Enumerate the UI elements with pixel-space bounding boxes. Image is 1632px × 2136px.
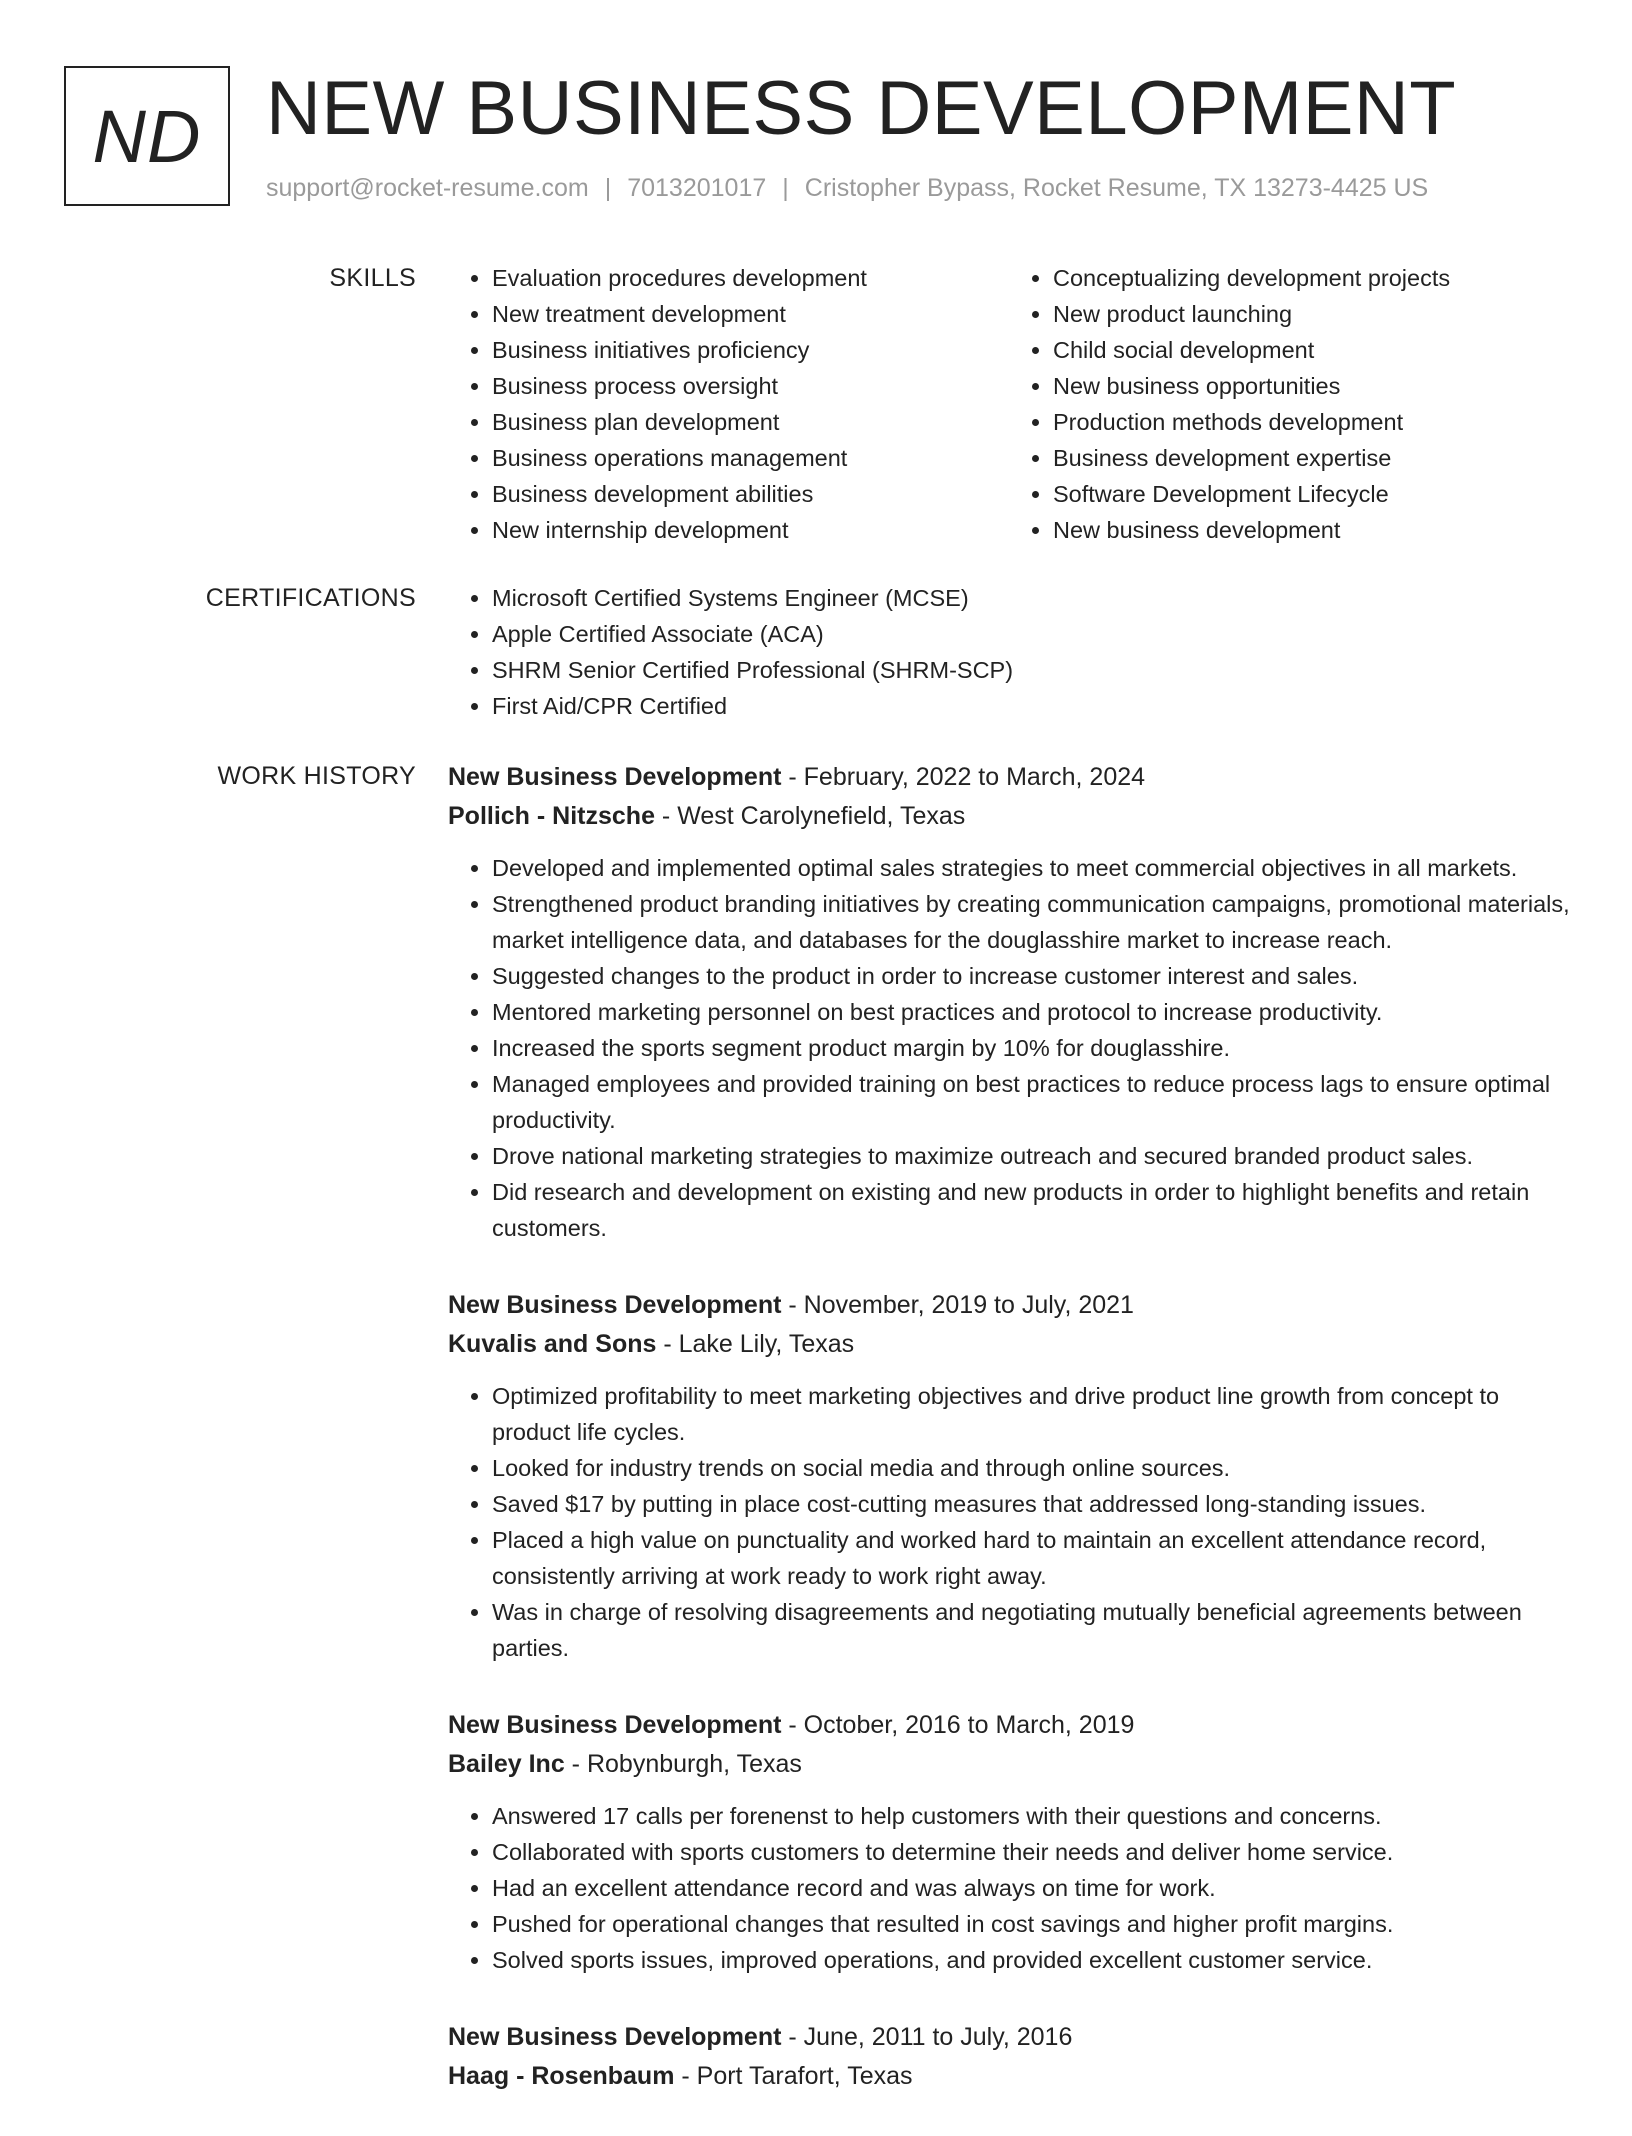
job-title-line [448, 2018, 1570, 2057]
skill-item: • New treatment development [492, 296, 1009, 332]
job-bullet: • Placed a high value on punctuality and worked hard to maintain an excellent attendance record, consistently arriving at work ready to work right away. [492, 1522, 1570, 1594]
job-location: - West Carolynefield, Texas [654, 802, 966, 830]
job-bullet: • Developed and implemented optimal sales strategies to meet commercial objectives in all markets. [492, 850, 1570, 886]
skill-item: • Business operations management [492, 440, 1009, 476]
job-bullet: • Collaborated with sports customers to determine their needs and deliver home service. [492, 1834, 1570, 1870]
job-bullet: • Answered 17 calls per forenenst to help customers with their questions and concerns. [492, 1798, 1570, 1834]
job-title-line [448, 1706, 1570, 1745]
job-bullet: • Looked for industry trends on social media and through online sources. [492, 1450, 1570, 1486]
skill-item: • New business opportunities [1053, 368, 1570, 404]
job-title-line [448, 1286, 1570, 1325]
job-title: New Business Development [448, 2023, 782, 2051]
job-entry [448, 1706, 1570, 1978]
certification-item: • SHRM Senior Certified Professional (SHRM-SCP) [492, 652, 1570, 688]
job-bullet: • Suggested changes to the product in order to increase customer interest and sales. [492, 958, 1570, 994]
job-entry [448, 758, 1570, 1246]
job-bullet: • Was in charge of resolving disagreements and negotiating mutually beneficial agreements between parties. [492, 1594, 1570, 1666]
job-company: Pollich - Nitzsche [448, 802, 655, 830]
skill-item: • Conceptualizing development projects [1053, 260, 1570, 296]
skill-item: • Child social development [1053, 332, 1570, 368]
job-bullets [448, 1798, 1570, 1978]
contact-separator: | [782, 174, 789, 202]
certification-item: • Apple Certified Associate (ACA) [492, 616, 1570, 652]
skill-item: • New internship development [492, 512, 1009, 548]
job-bullet: • Did research and development on existing and new products in order to highlight benefits and retain customers. [492, 1174, 1570, 1246]
skill-item: • Business development abilities [492, 476, 1009, 512]
job-bullet: • Pushed for operational changes that resulted in cost savings and higher profit margins. [492, 1906, 1570, 1942]
job-company: Kuvalis and Sons [448, 1330, 657, 1358]
job-location: - Port Tarafort, Texas [674, 2062, 913, 2090]
job-company-line [448, 1745, 1570, 1784]
job-bullets [448, 1378, 1570, 1666]
certification-item: • First Aid/CPR Certified [492, 688, 1570, 724]
skill-item: • Evaluation procedures development [492, 260, 1009, 296]
job-bullet: • Solved sports issues, improved operations, and provided excellent customer service. [492, 1942, 1570, 1978]
skill-item: • Business plan development [492, 404, 1009, 440]
skill-item: • Business development expertise [1053, 440, 1570, 476]
contact-line [266, 174, 1428, 203]
job-company: Bailey Inc [448, 1750, 565, 1778]
job-title: New Business Development [448, 1711, 782, 1739]
resume-header [64, 64, 1568, 214]
section-label-certifications: CERTIFICATIONS [205, 584, 416, 612]
job-entry [448, 2018, 1570, 2096]
skills-list-left [448, 260, 1009, 548]
job-location: - Robynburgh, Texas [564, 1750, 802, 1778]
job-entry [448, 1286, 1570, 1666]
monogram-logo: ND [64, 66, 230, 206]
skills-columns [448, 260, 1570, 548]
job-dates: - November, 2019 to July, 2021 [781, 1291, 1134, 1319]
job-bullet: • Had an excellent attendance record and was always on time for work. [492, 1870, 1570, 1906]
job-dates: - February, 2022 to March, 2024 [781, 763, 1146, 791]
job-dates: - October, 2016 to March, 2019 [781, 1711, 1135, 1739]
skill-item: • Production methods development [1053, 404, 1570, 440]
job-title: New Business Development [448, 1291, 782, 1319]
job-company-line [448, 797, 1570, 836]
job-location: - Lake Lily, Texas [656, 1330, 855, 1358]
job-bullets [448, 850, 1570, 1246]
job-title: New Business Development [448, 763, 782, 791]
section-label-work-history: WORK HISTORY [217, 762, 416, 790]
job-title-line [448, 758, 1570, 797]
job-company-line [448, 2057, 1570, 2096]
contact-phone[interactable]: 7013201017 [627, 174, 767, 202]
skill-item: • New business development [1053, 512, 1570, 548]
job-company: Haag - Rosenbaum [448, 2062, 675, 2090]
skill-item: • Business initiatives proficiency [492, 332, 1009, 368]
contact-email[interactable]: support@rocket-resume.com [266, 174, 589, 202]
job-company-line [448, 1325, 1570, 1364]
job-bullet: • Increased the sports segment product margin by 10% for douglasshire. [492, 1030, 1570, 1066]
certifications-list [448, 580, 1570, 724]
job-dates: - June, 2011 to July, 2016 [781, 2023, 1073, 2051]
job-bullet: • Mentored marketing personnel on best practices and protocol to increase productivity. [492, 994, 1570, 1030]
work-history-body [448, 758, 1570, 2136]
job-bullet: • Strengthened product branding initiatives by creating communication campaigns, promotional materials, market intelligence data, and databases for the douglasshire market to increase reach. [492, 886, 1570, 958]
certification-item: • Microsoft Certified Systems Engineer (MCSE) [492, 580, 1570, 616]
skill-item: • Business process oversight [492, 368, 1009, 404]
contact-separator: | [604, 174, 612, 202]
resume-title: NEW BUSINESS DEVELOPMENT [266, 66, 1457, 151]
job-bullet: • Saved $17 by putting in place cost-cutting measures that addressed long-standing issues. [492, 1486, 1570, 1522]
section-label-skills: SKILLS [329, 264, 416, 292]
job-bullet: • Managed employees and provided training on best practices to reduce process lags to ensure optimal productivity. [492, 1066, 1570, 1138]
skill-item: • Software Development Lifecycle [1053, 476, 1570, 512]
skills-list-right [1009, 260, 1570, 548]
certifications-body [448, 580, 1570, 724]
job-bullet: • Optimized profitability to meet marketing objectives and drive product line growth from concept to product life cycles. [492, 1378, 1570, 1450]
job-bullet: • Drove national marketing strategies to maximize outreach and secured branded product sales. [492, 1138, 1570, 1174]
contact-address: Cristopher Bypass, Rocket Resume, TX 13273-4425 US [804, 174, 1429, 202]
skill-item: • New product launching [1053, 296, 1570, 332]
